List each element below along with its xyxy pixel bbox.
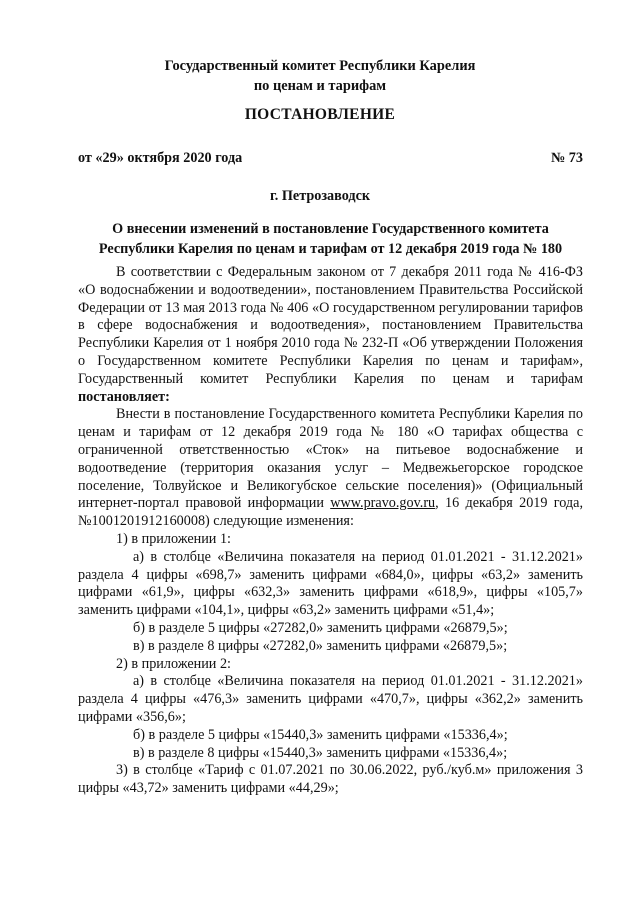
intro-paragraph (78, 406, 583, 531)
document-type: ПОСТАНОВЛЕНИЕ (244, 106, 396, 123)
pravo-portal-link[interactable]: www.pravo.gov.ru (330, 495, 436, 512)
item-1-b: б) в разделе 5 цифры «27282,0» заменить цифрами «26879,5»; (133, 619, 508, 636)
date-number-line (78, 150, 583, 167)
item-2-title: 2) в приложении 2: (116, 655, 231, 672)
document-date: от «29» октября 2020 года (78, 150, 243, 166)
issuing-authority (0, 56, 640, 96)
authority-line-1: Государственный комитет Республики Карелия (164, 58, 476, 74)
preamble-paragraph (78, 264, 583, 406)
city: г. Петрозаводск (269, 188, 371, 204)
intro-text-end: , 16 декабря 2019 года, №1001201912160008) следующие изменения: (78, 495, 583, 530)
document-number: № 73 (551, 150, 583, 166)
subject-line-1: О внесении изменений в постановление Государственного комитета (112, 221, 549, 237)
document-body (78, 264, 583, 798)
item-1-a: а) в столбце «Величина показателя на период 01.01.2021 - 31.12.2021» раздела 4 цифры «698,7» заменить цифрами «684,0», цифры «63,2» заменить цифрами «61,9», цифры «632,3» заменить цифрами «618,9», цифры «105,7» заменить цифрами «104,1», цифры «63,2» заменить цифрами «51,4»; (78, 548, 583, 619)
item-3: 3) в столбце «Тариф с 01.07.2021 по 30.06.2022, руб./куб.м» приложения 3 цифры «43,72» заменить цифрами «44,29»; (78, 762, 583, 797)
resolves-colon: : (165, 388, 170, 405)
item-1-title: 1) в приложении 1: (116, 530, 231, 547)
subject-line-2: Республики Карелия по ценам и тарифам от 12 декабря 2019 года № 180 (98, 241, 563, 257)
authority-line-2: по ценам и тарифам (253, 78, 387, 94)
intro-text: Внести в постановление Государственного комитета Республики Карелия по ценам и тарифам от 12 декабря 2019 года № 180 «О тарифах общества с ограниченной ответственностью «Сток» на питьевое водоснабжение и водоотведение (территория оказания услуг – Медвежьегорское городское поселение, Толвуйское и Великогубское сельские поселения)» (Официальный интернет-портал правовой информации (78, 406, 583, 512)
item-2-c: в) в разделе 8 цифры «15440,3» заменить цифрами «15336,4»; (133, 744, 508, 761)
resolves-word: постановляет (78, 388, 166, 405)
document-subject (78, 219, 583, 259)
preamble-text: В соответствии с Федеральным законом от 7 декабря 2011 года № 416-ФЗ «О водоснабжении и водоотведении», постановлением Правительства Российской Федерации от 13 мая 2013 года № 406 «О государственном регулировании тарифов в сфере водоснабжения и водоотведения», постановлением Правительства Республики Карелия от 1 ноября 2010 года № 232-П «Об утверждении Положения о Государственном комитете Республики Карелия по ценам и тарифам», Государственный комитет Республики Карелия по ценам и тарифам (78, 264, 583, 387)
item-2-a: а) в столбце «Величина показателя на период 01.01.2021 - 31.12.2021» раздела 4 цифры «476,3» заменить цифрами «470,7», цифры «362,2» заменить цифрами «356,6»; (78, 673, 583, 725)
item-1-c: в) в разделе 8 цифры «27282,0» заменить цифрами «26879,5»; (133, 637, 508, 654)
item-2-b: б) в разделе 5 цифры «15440,3» заменить цифрами «15336,4»; (133, 726, 508, 743)
